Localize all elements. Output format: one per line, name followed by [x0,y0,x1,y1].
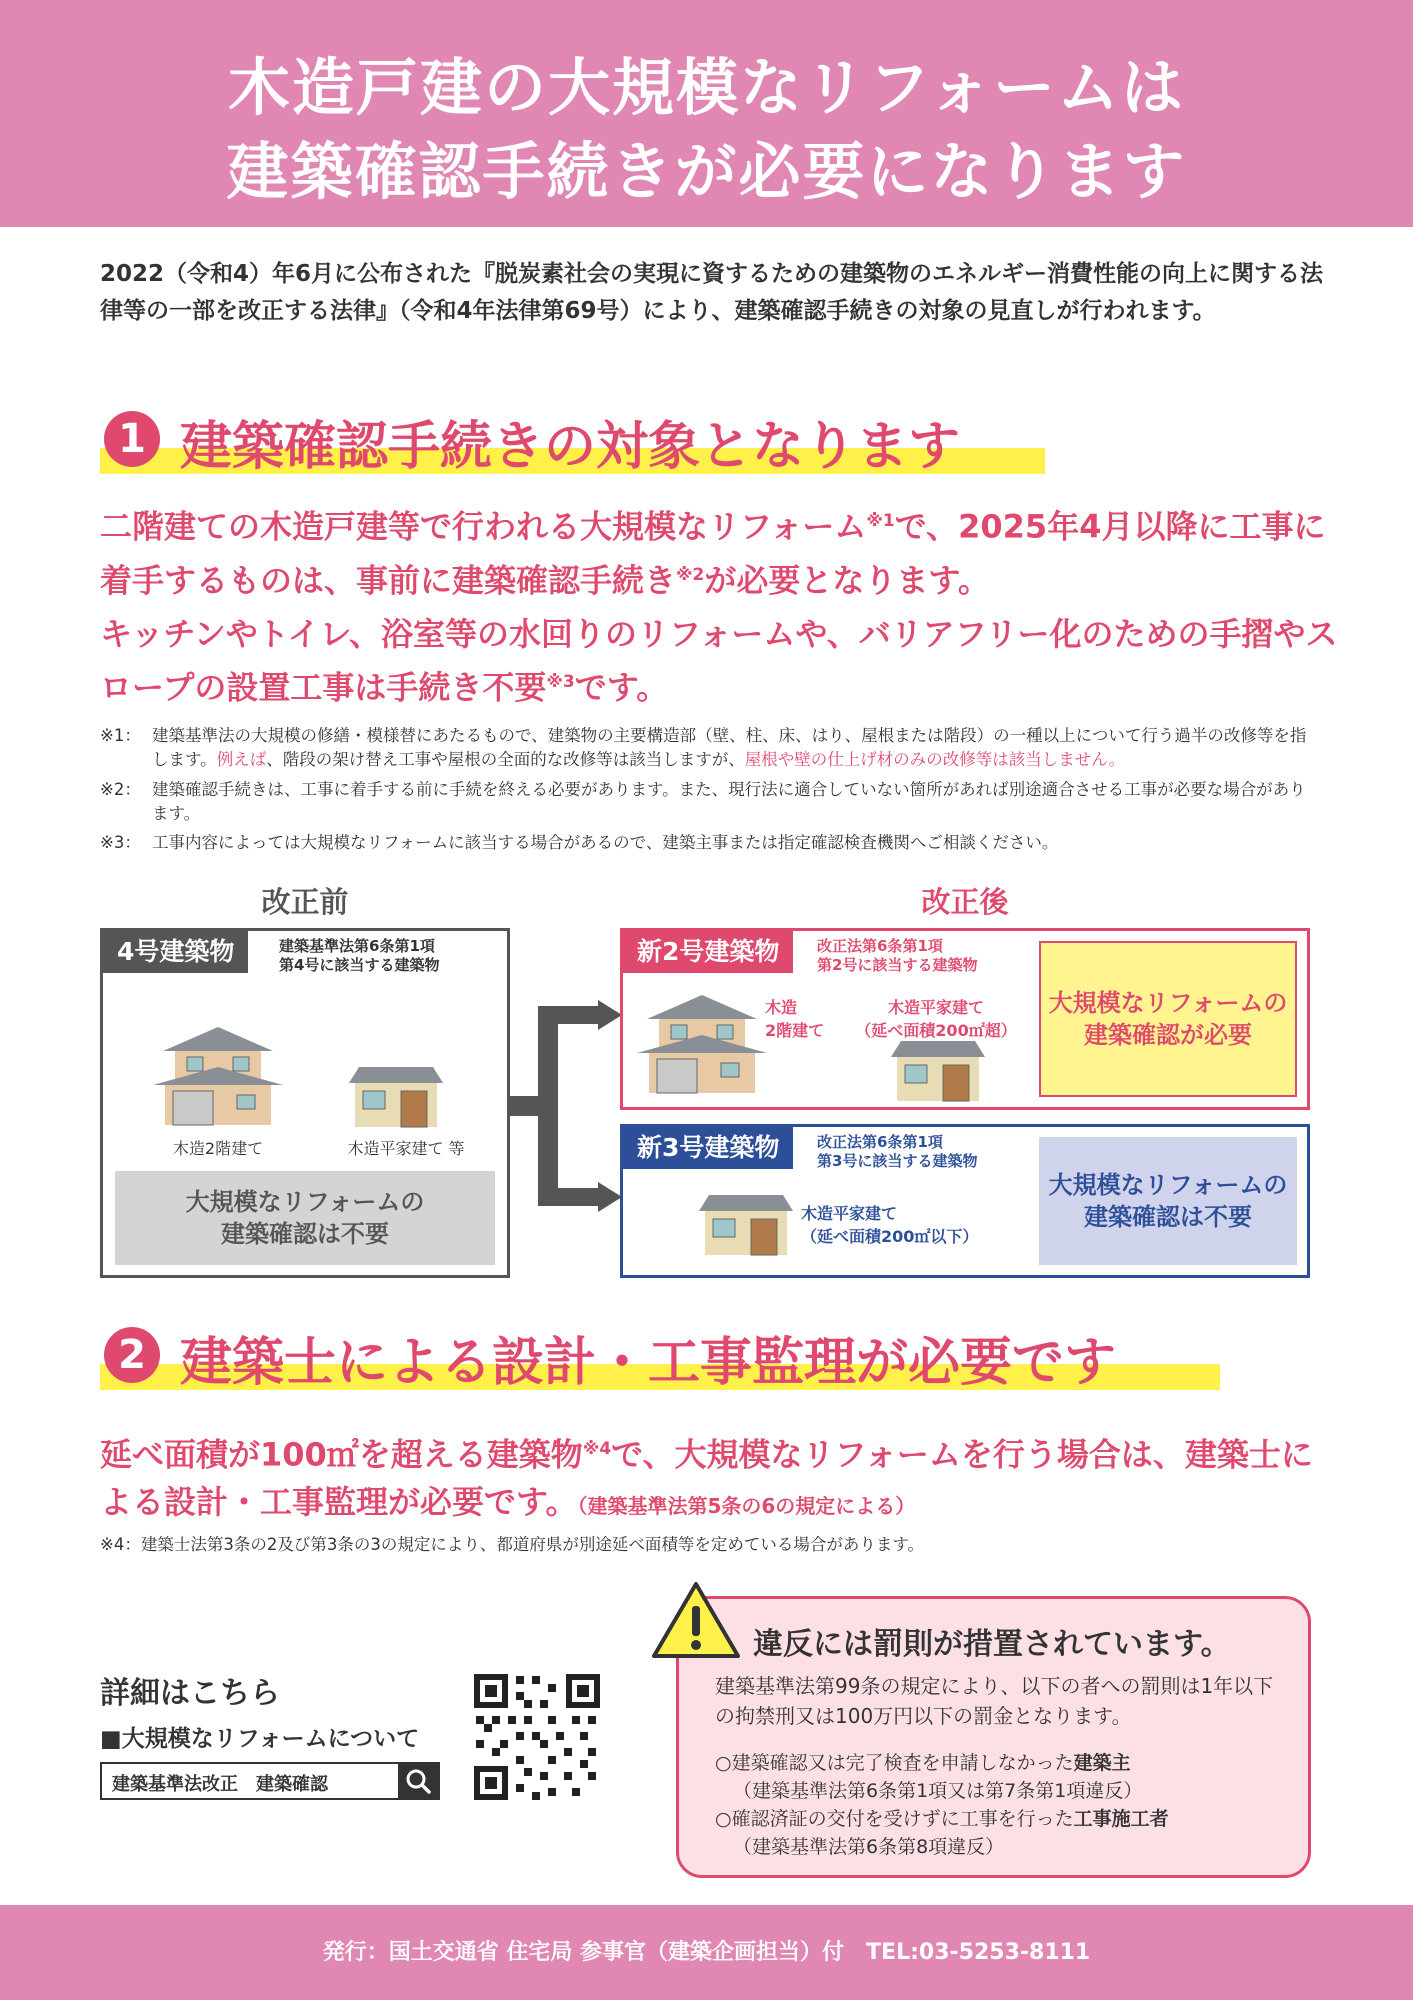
warning-items [715,1749,1285,1861]
lead1-sup2: ※2 [676,564,705,585]
section2-heading [100,1320,1220,1393]
lead1-part-a: 二階建ての木造戸建等で行われる大規模なリフォーム [100,507,867,546]
new-2-tag: 新2号建築物 [623,931,793,973]
section1-number-badge: 1 [104,411,160,467]
before-verdict [115,1171,495,1265]
qr-code-icon[interactable] [472,1672,602,1802]
footer: 発行：国土交通省 住宅局 参事官（建築企画担当）付 TEL:03-5253-8111 [0,1905,1413,2000]
new-3-tag: 新3号建築物 [623,1127,793,1169]
section2-lead-small: （建築基準法第5条の6の規定による） [577,1493,916,1518]
note-1-red-2: 屋根や壁の仕上げ材のみの改修等は該当しません。 [744,750,1126,769]
section2-lead [100,1426,1340,1530]
before-tag: 4号建築物 [103,931,248,973]
new-3-verdict-line2: 建築確認は不要 [1084,1203,1252,1231]
note-3-text: 工事内容によっては大規模なリフォームに該当する場合があるので、建築主事または指定確認検査機関へご相談ください。 [152,833,1059,852]
search-icon [398,1764,438,1798]
note-3 [100,831,1320,855]
note-1-text-a: 建築基準法の大規模の修繕・模様替にあたるもので、建築物の主要構造部（壁、柱、床、はり、屋根または階段）の一種以上について行う過半の改修等を指します。 [152,726,1307,769]
before-verdict-line1: 大規模なリフォームの [185,1188,425,1216]
section1-lead2 [100,610,1340,712]
warning-icon [650,1580,742,1660]
note-2-text: 建築確認手続きは、工事に着手する前に手続を終える必要があります。また、現行法に適合していない箇所があれば別途適合させる工事が必要な場合があります。 [152,780,1306,823]
section2-lead-sup: ※4 [582,1439,612,1459]
details-title: 詳細はこちら [100,1676,280,1711]
search-button[interactable] [398,1764,438,1798]
warning-item-2: ○確認済証の交付を受けずに工事を行った工事施工者 [715,1808,1169,1830]
section1-heading [100,404,1045,477]
lead1-part-c: が必要となります。 [704,561,990,600]
lead2-sup: ※3 [546,672,575,692]
lead2-part-b: です。 [574,668,669,707]
new-2-verdict-line2: 建築確認が必要 [1084,1021,1252,1049]
before-label: 改正前 [261,885,349,919]
before-tag-note-1: 建築基準法第6条第1項 [279,937,435,955]
note-1-red-1: 例えば [216,750,267,769]
new-2-verdict-line1: 大規模なリフォームの [1048,989,1288,1017]
note-4-text: 建築士法第3条の2及び第3条の3の規定により、都道府県が別途延べ面積等を定めている場合があります。 [140,1535,924,1554]
search-input[interactable]: 建築基準法改正 建築確認 [112,1774,328,1795]
warning-box [676,1596,1311,1878]
warning-body: 建築基準法第99条の規定により、以下の者への罰則は1年以下の拘禁刑又は100万円以下の罰金となります。 [715,1674,1274,1728]
new-2-tag-note-1: 改正法第6条第1項 [817,937,943,955]
section2-number-badge: 2 [104,1327,160,1383]
note-1-key: ※1： [100,726,141,745]
new-2-cap-one-story-1: 木造平家建て [887,998,984,1017]
section2-lead-a: 延べ面積が100㎡を超える建築物 [100,1435,583,1474]
header-banner [0,0,1413,227]
warning-item-1-law: （建築基準法第6条第1項又は第7条第1項違反） [733,1780,1143,1802]
before-tag-note-2: 第4号に該当する建築物 [279,956,440,974]
section2-lead-b: で、大規模なリフォームを行う場合は、建築士による設計・工事監理が必要です。 [100,1435,1313,1521]
new-2-tag-note-2: 第2号に該当する建築物 [817,956,978,974]
intro-text: 2022（令和4）年6月に公布された『脱炭素社会の実現に資するための建築物のエネルギー消費性能の向上に関する法律等の一部を改正する法律』（令和4年法律第69号）により、建築確認手続きの対象の見直しが行われます。 [100,261,1324,324]
header-title-line2: 建築確認手続きが必要になります [226,135,1187,208]
one-story-house-icon [349,1063,443,1129]
new-2-verdict [1039,941,1297,1097]
before-box [100,928,510,1278]
note-1-text-b: 、階段の架け替え工事や屋根の全面的な改修等は該当しますが、 [266,750,745,769]
new-3-tag-note-2: 第3号に該当する建築物 [817,1152,978,1170]
bracket-connector [510,1000,622,1216]
lead1-part-b: で、2025年4月以降に工事に着手するものは、事前に建築確認手続き [100,507,1326,600]
before-cap-two-story: 木造2階建て [172,1139,264,1158]
new-2-cap-two-story-2: 2階建て [765,1021,825,1040]
section1-lead1 [100,497,1340,604]
new-3-one-story-house-icon [699,1191,793,1257]
section2-title: 建築士による設計・工事監理が必要です [180,1333,1117,1393]
new-3-verdict-line1: 大規模なリフォームの [1048,1171,1288,1199]
new-3-box [620,1124,1310,1278]
note-4-key: ※4： [100,1535,141,1554]
warning-item-2-law: （建築基準法第6条第8項違反） [733,1836,1005,1858]
after-label: 改正後 [921,885,1009,919]
lead2-part-a: キッチンやトイレ、浴室等の水回りのリフォームや、バリアフリー化のための手摺やスロープの設置工事は手続き不要 [100,615,1338,707]
details-subtitle: ■大規模なリフォームについて [100,1726,420,1752]
warning-item-1-bold: 建築主 [1073,1752,1131,1774]
warning-item-2-bold: 工事施工者 [1073,1808,1169,1830]
note-3-key: ※3： [100,833,141,852]
note-1 [100,724,1320,772]
new-2-cap-two-story-1: 木造 [765,998,798,1017]
new-2-two-story-house-icon [637,987,767,1097]
new-3-verdict [1039,1137,1297,1265]
note-2 [100,778,1320,826]
section1-title: 建築確認手続きの対象となります [180,417,961,477]
note-4 [100,1533,1320,1557]
warning-item-1: ○建築確認又は完了検査を申請しなかった建築主 [715,1752,1131,1774]
new-3-cap-one-story-2: （延べ面積200㎡以下） [801,1227,979,1246]
before-verdict-line2: 建築確認は不要 [221,1220,389,1248]
new-3-cap-one-story-1: 木造平家建て [801,1204,898,1223]
header-title-line1: 木造戸建の大規模なリフォームは [228,51,1185,124]
two-story-house-icon [153,1019,283,1129]
before-cap-one-story: 木造平家建て 等 [347,1139,465,1158]
note-2-key: ※2： [100,780,141,799]
search-box[interactable] [100,1762,440,1800]
warning-title: 違反には罰則が措置されています。 [753,1627,1231,1662]
new-2-one-story-house-icon [891,1037,985,1103]
new-2-cap-one-story-2: （延べ面積200㎡超） [855,1021,1017,1040]
new-3-tag-note-1: 改正法第6条第1項 [817,1133,943,1151]
new-2-box [620,928,1310,1110]
lead1-sup1: ※1 [866,511,895,531]
